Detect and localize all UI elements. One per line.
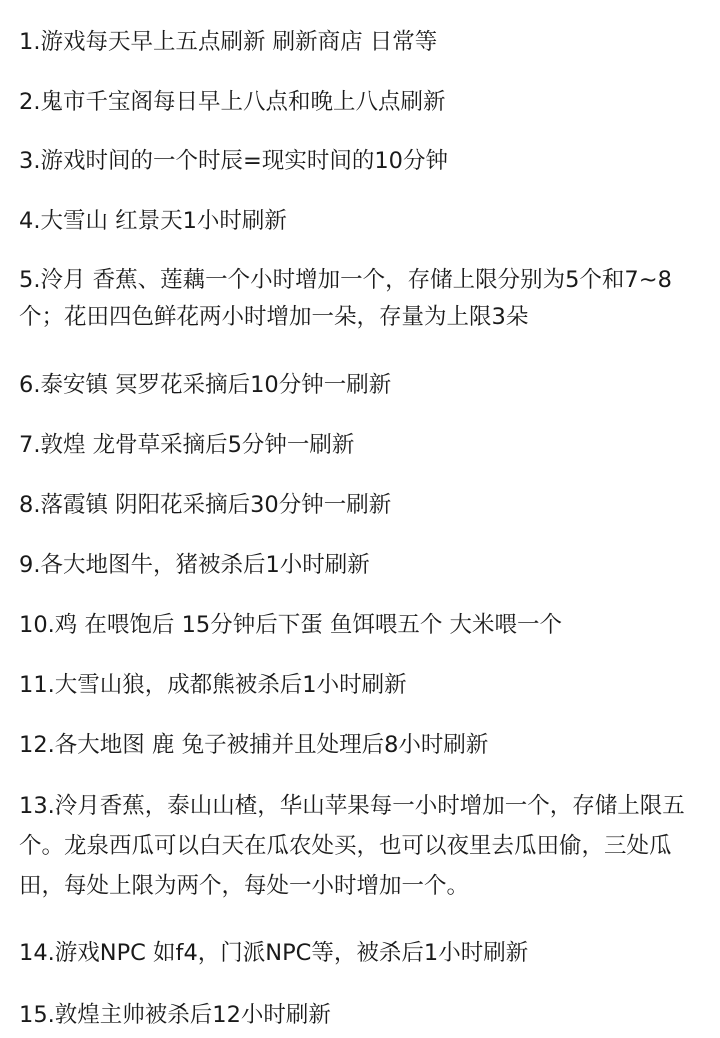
list-item: 5.泠月 香蕉、莲藕一个小时增加一个，存储上限分别为5个和7~8个；花田四色鲜花两小时增加一朵，存量为上限3朵 [19,267,672,330]
list-item: 12.各大地图 鹿 兔子被捕并且处理后8小时刷新 [19,732,489,758]
list-item: 11.大雪山狼，成都熊被杀后1小时刷新 [19,672,407,698]
list-item: 6.泰安镇 冥罗花采摘后10分钟一刷新 [19,372,392,398]
list-item: 1.游戏每天早上五点刷新 刷新商店 日常等 [19,29,438,55]
list-item: 3.游戏时间的一个时辰=现实时间的10分钟 [19,148,448,174]
list-item: 4.大雪山 红景天1小时刷新 [19,208,287,234]
list-item: 10.鸡 在喂饱后 15分钟后下蛋 鱼饵喂五个 大米喂一个 [19,612,563,638]
list-item: 14.游戏NPC 如f4，门派NPC等，被杀后1小时刷新 [19,940,529,966]
list-item: 7.敦煌 龙骨草采摘后5分钟一刷新 [19,432,355,458]
list-item: 9.各大地图牛，猪被杀后1小时刷新 [19,552,370,578]
list-item: 8.落霞镇 阴阳花采摘后30分钟一刷新 [19,492,392,518]
list-item: 15.敦煌主帅被杀后12小时刷新 [19,1002,331,1028]
list-item: 2.鬼市千宝阁每日早上八点和晚上八点刷新 [19,89,446,115]
list-item: 13.泠月香蕉，泰山山楂，华山苹果每一小时增加一个，存储上限五个。龙泉西瓜可以白天在瓜农处买，也可以夜里去瓜田偷，三处瓜田，每处上限为两个，每处一小时增加一个。 [19,793,685,899]
